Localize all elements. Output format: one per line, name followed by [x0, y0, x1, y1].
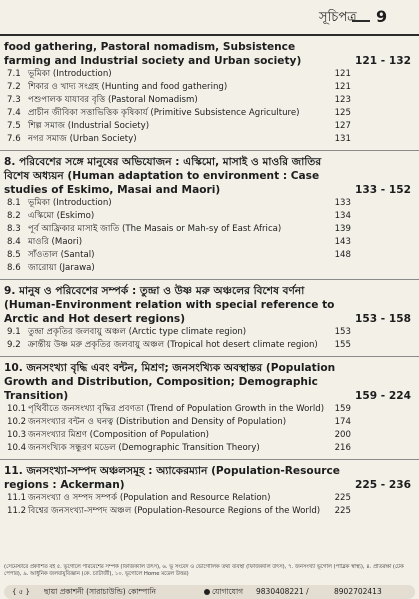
toc-item: 8.5 সাঁওতাল (Santal) 148 [7, 250, 351, 260]
toc-item: 11.2 বিশ্বের জনসংখ্যা-সম্পদ অঞ্চল (Population-Resource Regions of the World) 225 [7, 506, 351, 516]
section-page-range: 159 - 224 [355, 390, 411, 402]
toc-item: 9.2 ক্রান্তীয় উষ্ণ মরু প্রকৃতির জলবায়ু অঞ্চল (Tropical hot desert climate region) 155 [7, 340, 351, 350]
header-divider [0, 34, 419, 36]
section-divider [0, 459, 419, 460]
toc-item: 8.3 পূর্ব আফ্রিকার মাসাই জাতি (The Masais or Mah-sy of East Africa) 139 [7, 224, 351, 234]
toc-item: 10.1 পৃথিবীতে জনসংখ্যা বৃদ্ধির প্রবণতা (Trend of Population Growth in the World) 159 [7, 404, 351, 414]
toc-item: 8.2 এস্কিমো (Eskimo) 134 [7, 211, 351, 221]
section-page-range: 133 - 152 [355, 184, 411, 196]
header-title: সূচিপত্র [319, 10, 357, 25]
phone-number-2: 8902702413 [334, 587, 382, 596]
page-number: 9 [376, 7, 388, 26]
section-title: 10. জনসংখ্যা বৃদ্ধি এবং বন্টন, মিশ্রণ; জনসংখ্যিক অবস্থান্তর (Population Growth and Distribution, Composition; Demographic Transition) 159 - 224 [4, 362, 411, 402]
footer-note: (সেমেস্টারে প্রকাশিত বই ৫. ভূগোলে পরিবেশের সম্পর্ক (ফিজিক্যাল উৎস), ৬. ভূ সংবেদ ও ভৌগোলিক তথ্য ব্যবস্থা (ফিজিক্যাল উৎস), ৭. জনসংখ্যা ভূগোল (পাব্লিক স্বাস্থ্য), ৪. প্রতিরক্ষা (টেক পেপার), ৯. আধুনিক জলবায়ুবিজ্ঞান (কে. চ্যাটার্জী), ১০. ভূগোলে Home মডেল উত্তর) [4, 564, 404, 577]
toc-item: 10.4 জনসংখ্যিক সন্ধুরণ মডেল (Demographic Transition Theory) 216 [7, 443, 351, 453]
section-divider [0, 150, 419, 151]
section-page-range: 153 - 158 [355, 313, 411, 325]
section-title: 11. জনসংখ্যা-সম্পদ অঞ্চলসমূহ : অ্যাকেরম্যান (Population-Resource regions : Ackerman) 225 - 236 [4, 465, 411, 491]
toc-item: 8.6 জারোয়া (Jarawa) [7, 263, 95, 273]
page-footer [4, 585, 415, 599]
toc-item: 7.3 পশুপালক যাযাবর বৃত্তি (Pastoral Nomadism) 123 [7, 95, 351, 105]
toc-item: 10.3 জনসংখ্যার মিশ্রণ (Composition of Population) 200 [7, 430, 351, 440]
phone-icon [204, 589, 210, 595]
toc-section [0, 464, 419, 518]
footer-page-marker: { ৫ } [12, 588, 30, 596]
toc-item: 11.1 জনসংখ্যা ও সম্পদ সম্পর্ক (Population and Resource Relation) 225 [7, 493, 351, 503]
contact-label: যোগাযোগ [204, 585, 243, 599]
toc-item: 7.6 নগর সমাজ (Urban Society) 131 [7, 134, 351, 144]
toc-content [0, 40, 419, 518]
header-rule [352, 20, 370, 22]
section-title: 8. পরিবেশের সঙ্গে মানুষের অভিযোজন : এস্কিমো, মাসাই ও মাওরি জাতির বিশেষ অধ্যয়ন (Human adaptation to environment : Case studies of Eskimo, Masai and Maori) 133 - 152 [4, 156, 411, 196]
toc-item: 7.5 শিল্প সমাজ (Industrial Society) 127 [7, 121, 351, 131]
toc-section [0, 284, 419, 352]
section-title: 9. মানুষ ও পরিবেশের সম্পর্ক : তুন্দ্রা ও উষ্ণ মরু অঞ্চলের বিশেষ বর্ণনা (Human-Environment relation with special reference to Arctic and Hot desert regions) 153 - 158 [4, 285, 411, 325]
toc-item: 8.1 ভূমিকা (Introduction) 133 [7, 198, 351, 208]
toc-item: 7.1 ভূমিকা (Introduction) 121 [7, 69, 351, 79]
section-page-range: 121 - 132 [355, 55, 411, 67]
section-title: food gathering, Pastoral nomadism, Subsistence farming and Industrial society and Urban society) 121 - 132 [4, 41, 411, 67]
page-header [0, 0, 419, 40]
toc-item: 7.2 শিকার ও খাদ্য সংগ্রহ (Hunting and food gathering) 121 [7, 82, 351, 92]
section-page-range: 225 - 236 [355, 479, 411, 491]
toc-item: 7.4 প্রাচীন জীবিকা সত্তাভিত্তিক কৃষিকার্য (Primitive Subsistence Agriculture) 125 [7, 108, 351, 118]
toc-section [0, 361, 419, 455]
toc-section [0, 155, 419, 275]
toc-item: 8.4 মাওরি (Maori) 143 [7, 237, 351, 247]
phone-number-1: 9830408221 / [256, 587, 309, 596]
publisher-name: ছায়া প্রকাশনী (সারাচাউন্ডি) কোম্পানি [44, 587, 156, 596]
toc-section [0, 40, 419, 146]
toc-item: 10.2 জনসংখ্যার বন্টন ও ঘনত্ব (Distribution and Density of Population) 174 [7, 417, 351, 427]
section-divider [0, 356, 419, 357]
toc-item: 9.1 তুন্দ্রা প্রকৃতির জলবায়ু অঞ্চল (Arctic type climate region) 153 [7, 327, 351, 337]
section-divider [0, 279, 419, 280]
